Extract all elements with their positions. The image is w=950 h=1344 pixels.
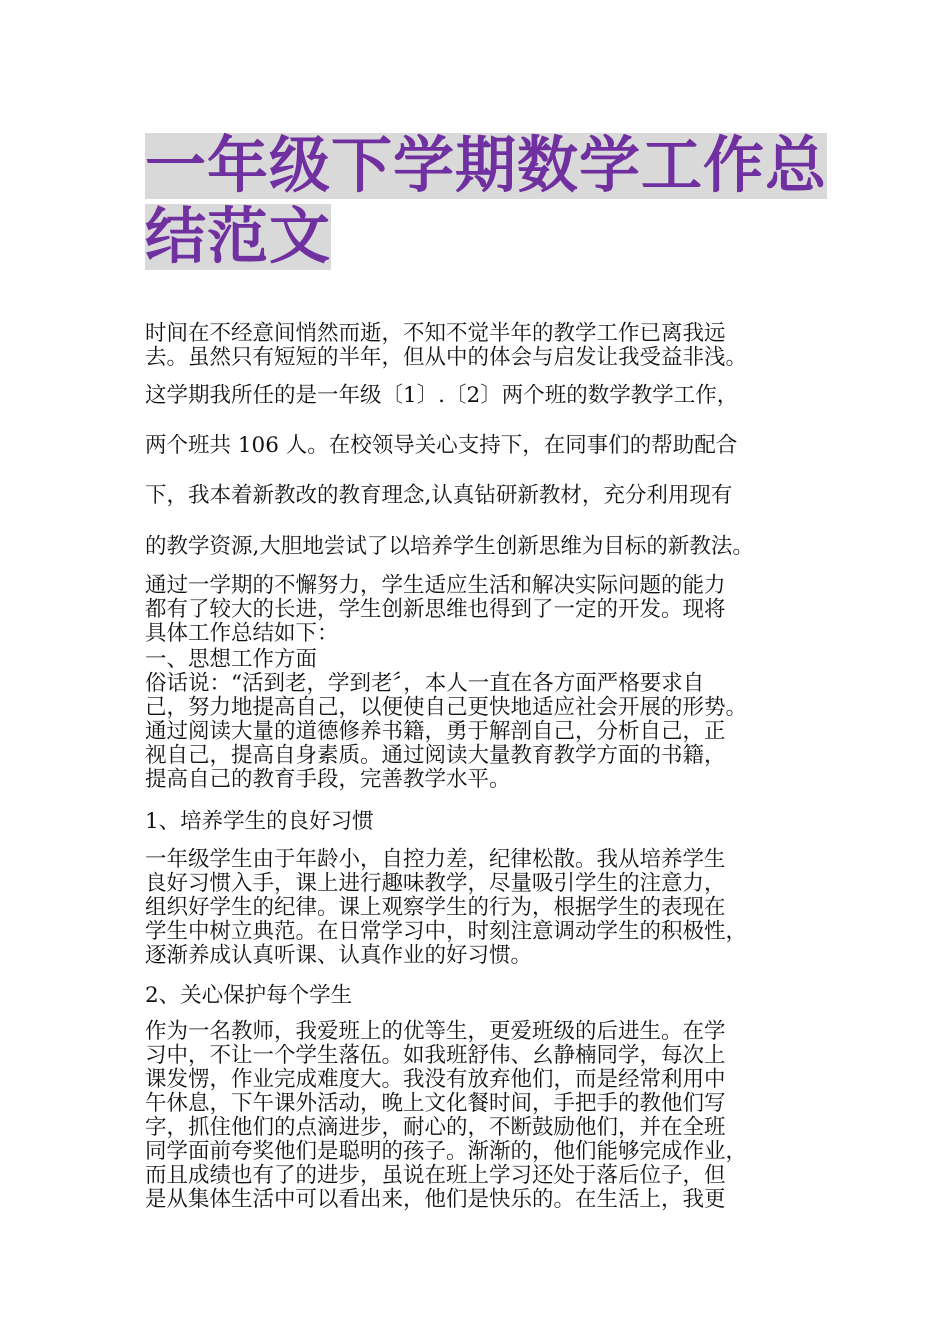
- subsection-heading: 2、关心保护每个学生: [145, 983, 353, 1008]
- subsection-line: 而且成绩也有了的进步，虽说在班上学习还处于落后位子，但: [145, 1163, 726, 1188]
- intro-line: 通过一学期的不懈努力，学生适应生活和解决实际问题的能力: [145, 573, 726, 598]
- subsection-2-heading: [145, 984, 815, 1008]
- intro-line: 下，我本着新教改的教育理念,认真钻研新教材，充分利用现有: [145, 483, 733, 508]
- section-line: 己，努力地提高自己，以便使自己更快地适应社会开展的形势。: [145, 695, 748, 720]
- intro-paragraph: [145, 322, 815, 370]
- subsection-line: 是从集体生活中可以看出来，他们是快乐的。在生活上，我更: [145, 1187, 726, 1212]
- intro-paragraph: [145, 574, 815, 646]
- subsection-line: 逐渐养成认真听课、认真作业的好习惯。: [145, 943, 533, 968]
- subsection-1: [145, 848, 815, 968]
- subsection-line: 字，抓住他们的点滴进步，耐心的，不断鼓励他们，并在全班: [145, 1115, 726, 1140]
- subsection-line: 课发愣，作业完成难度大。我没有放弃他们，而是经常利用中: [145, 1067, 726, 1092]
- subsection-line: 组织好学生的纪律。课上观察学生的行为，根据学生的表现在: [145, 895, 726, 920]
- subsection-line: 同学面前夸奖他们是聪明的孩子。渐渐的，他们能够完成作业，: [145, 1139, 748, 1164]
- subsection-line: 作为一名教师，我爱班上的优等生，更爱班级的后进生。在学: [145, 1019, 726, 1044]
- intro-paragraph: [145, 384, 815, 408]
- intro-paragraph: [145, 434, 815, 458]
- intro-line: 这学期我所任的是一年级〔1〕.〔2〕两个班的数学教学工作，: [145, 383, 739, 408]
- intro-line: 具体工作总结如下：: [145, 621, 339, 646]
- intro-line: 两个班共 106 人。在校领导关心支持下，在同事们的帮助配合: [145, 433, 738, 458]
- subsection-2: [145, 1020, 815, 1212]
- subsection-heading: 1、培养学生的良好习惯: [145, 809, 374, 834]
- section-line: 俗话说：“活到老，学到老〞，本人一直在各方面严格要求自: [145, 671, 705, 696]
- section-line: 视自己，提高自身素质。通过阅读大量教育教学方面的书籍，: [145, 743, 726, 768]
- intro-paragraph: [145, 484, 815, 508]
- subsection-line: 一年级学生由于年龄小，自控力差，纪律松散。我从培养学生: [145, 847, 726, 872]
- title-line-2: 结范文: [145, 201, 332, 272]
- document-title: [145, 130, 828, 275]
- section-line: 提高自己的教育手段，完善教学水平。: [145, 767, 511, 792]
- section-line: 通过阅读大量的道德修养书籍，勇于解剖自己，分析自己，正: [145, 719, 726, 744]
- subsection-line: 良好习惯入手，课上进行趣味教学，尽量吸引学生的注意力，: [145, 871, 726, 896]
- intro-line: 的教学资源,大胆地尝试了以培养学生创新思维为目标的新教法。: [145, 534, 754, 559]
- subsection-line: 学生中树立典范。在日常学习中，时刻注意调动学生的积极性，: [145, 919, 748, 944]
- intro-line: 去。虽然只有短短的半年，但从中的体会与启发让我受益非浅。: [145, 345, 748, 370]
- subsection-1-heading: [145, 810, 815, 834]
- subsection-line: 习中，不让一个学生落伍。如我班舒伟、幺静楠同学，每次上: [145, 1043, 726, 1068]
- intro-line: 都有了较大的长进，学生创新思维也得到了一定的开发。现将: [145, 597, 726, 622]
- intro-line: 时间在不经意间悄然而逝，不知不觉半年的教学工作已离我远: [145, 321, 726, 346]
- subsection-line: 午休息，下午课外活动，晚上文化餐时间，手把手的教他们写: [145, 1091, 726, 1116]
- section-1: [145, 648, 815, 792]
- title-line-1: 一年级下学期数学工作总: [145, 130, 828, 201]
- section-heading: 一、思想工作方面: [145, 647, 318, 672]
- intro-paragraph: [145, 535, 815, 559]
